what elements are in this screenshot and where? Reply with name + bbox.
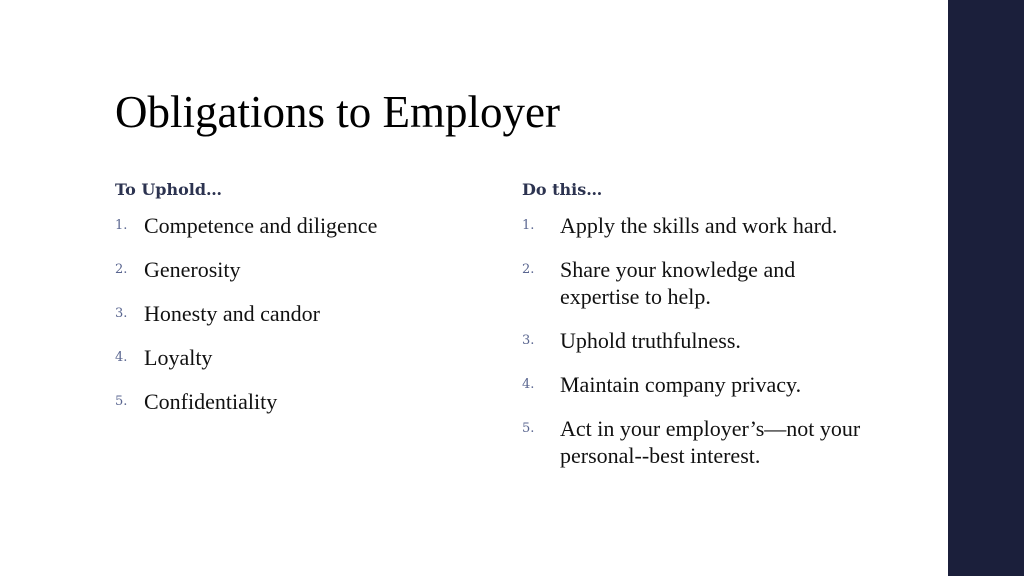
list-number: 5. xyxy=(115,394,128,409)
list-item-text: Generosity xyxy=(144,257,241,282)
list-item xyxy=(115,388,475,415)
list-item xyxy=(115,300,475,327)
list-item-text: Competence and diligence xyxy=(144,213,378,238)
list-number: 3. xyxy=(115,306,128,321)
list-item xyxy=(522,256,882,310)
uphold-list xyxy=(115,212,475,415)
list-item-text: Apply the skills and work hard. xyxy=(560,213,838,238)
list-number: 1. xyxy=(522,218,535,233)
list-number: 4. xyxy=(522,377,535,392)
list-number: 1. xyxy=(115,218,128,233)
accent-sidebar xyxy=(948,0,1024,576)
list-item-text: Act in your employer’s—not your personal--best interest. xyxy=(560,416,861,468)
list-number: 3. xyxy=(522,333,535,348)
list-item xyxy=(115,212,475,239)
action-list xyxy=(522,212,882,469)
left-column xyxy=(115,178,475,432)
list-item-text: Share your knowledge and expertise to help. xyxy=(560,257,796,309)
list-item xyxy=(522,327,882,354)
list-item xyxy=(522,371,882,398)
slide-title: Obligations to Employer xyxy=(115,87,560,137)
list-item-text: Confidentiality xyxy=(144,389,278,414)
list-number: 5. xyxy=(522,421,535,436)
list-item-text: Loyalty xyxy=(144,345,213,370)
right-column xyxy=(522,178,882,486)
list-item-text: Maintain company privacy. xyxy=(560,372,802,397)
list-item-text: Uphold truthfulness. xyxy=(560,328,741,353)
list-number: 4. xyxy=(115,350,128,365)
list-number: 2. xyxy=(522,262,535,277)
list-item xyxy=(115,256,475,283)
right-column-heading: Do this… xyxy=(522,180,603,199)
list-item xyxy=(115,344,475,371)
left-column-heading: To Uphold… xyxy=(115,180,223,199)
list-number: 2. xyxy=(115,262,128,277)
list-item xyxy=(522,415,882,469)
list-item xyxy=(522,212,882,239)
list-item-text: Honesty and candor xyxy=(144,301,320,326)
